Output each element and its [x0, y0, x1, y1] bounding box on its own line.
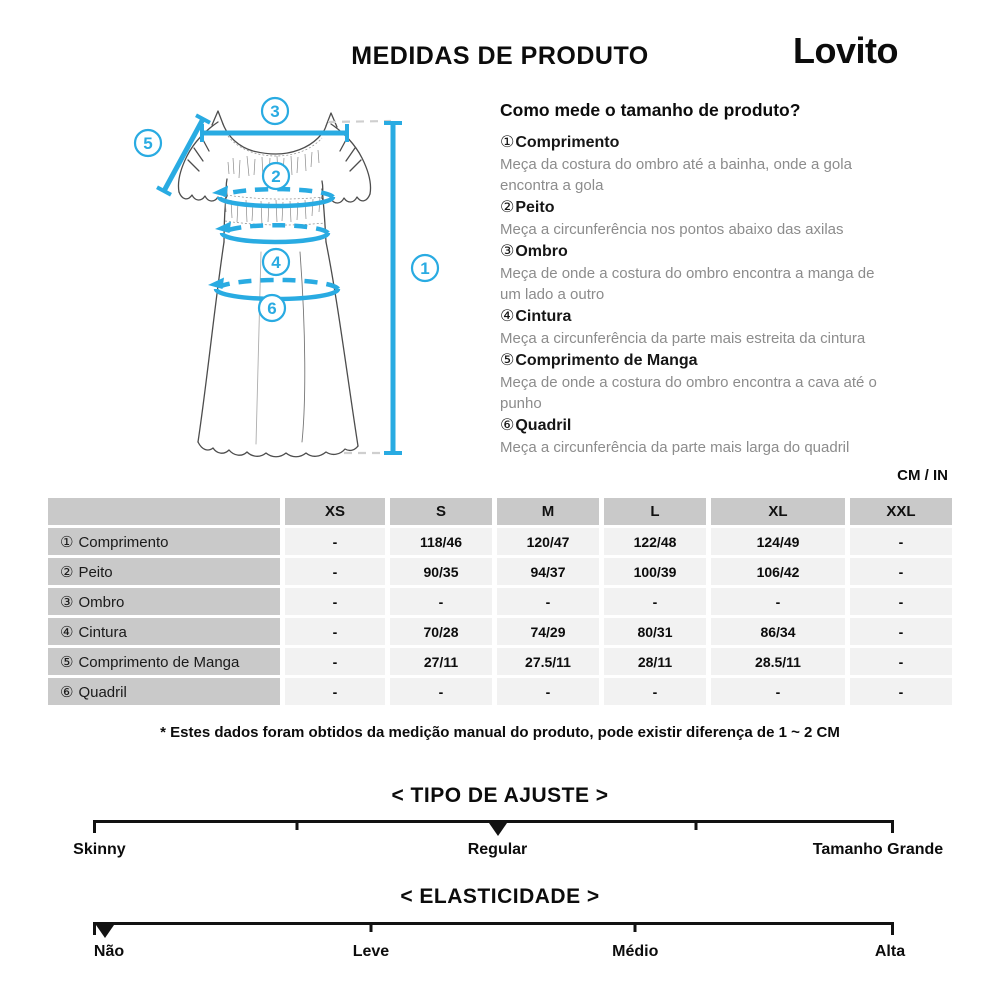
table-row: [48, 528, 952, 555]
guide-desc: Meça a circunferência da parte mais larga do quadril: [500, 439, 850, 456]
fit-scale-heading: < TIPO DE AJUSTE >: [391, 784, 609, 807]
row-label-text: Cintura: [78, 623, 127, 641]
size-table-header-row: [48, 498, 952, 525]
size-value-cell: -: [711, 588, 845, 615]
size-value-cell: -: [390, 588, 492, 615]
waist-measure-ellipse: [215, 222, 328, 243]
guide-term: [500, 306, 898, 328]
table-row: [48, 678, 952, 705]
scale-bar: [93, 922, 894, 925]
row-number: ②: [60, 563, 74, 581]
elasticity-scale-heading: < ELASTICIDADE >: [400, 885, 600, 908]
row-label-text: Quadril: [78, 683, 127, 701]
guide-term-number: ⑥: [500, 417, 515, 434]
size-col-header: XXL: [850, 498, 952, 525]
size-col-header: L: [604, 498, 706, 525]
size-value-cell: 94/37: [497, 558, 599, 585]
size-value-cell: -: [285, 618, 385, 645]
size-value-cell: -: [285, 558, 385, 585]
table-row: [48, 648, 952, 675]
row-number: ⑥: [60, 683, 74, 701]
size-table-corner-cell: [48, 498, 280, 525]
size-value-cell: 118/46: [390, 528, 492, 555]
callout-1: [412, 255, 438, 281]
size-value-cell: 80/31: [604, 618, 706, 645]
svg-text:3: 3: [270, 102, 280, 121]
row-number: ①: [60, 533, 74, 551]
elasticity-label-none: Não: [93, 943, 125, 960]
scale-end-cap-right: [891, 922, 894, 935]
size-value-cell: 106/42: [711, 558, 845, 585]
dress-measurement-diagram: [110, 92, 470, 477]
size-col-header: S: [390, 498, 492, 525]
row-label-text: Comprimento de Manga: [78, 653, 240, 671]
size-value-cell: -: [604, 678, 706, 705]
fit-label-plus-size: Tamanho Grande: [812, 841, 944, 858]
size-value-cell: 90/35: [390, 558, 492, 585]
elasticity-label-high: Alta: [874, 943, 906, 960]
elasticity-label-medium: Médio: [612, 943, 659, 960]
row-label: [48, 528, 280, 555]
svg-text:5: 5: [143, 134, 153, 153]
fit-scale: [73, 820, 944, 865]
size-value-cell: 122/48: [604, 528, 706, 555]
row-label: [48, 558, 280, 585]
table-row: [48, 588, 952, 615]
guide-term: [500, 415, 898, 437]
size-value-cell: 27/11: [390, 648, 492, 675]
fit-scale-marker: [489, 823, 507, 836]
table-row: [48, 618, 952, 645]
guide-heading: Como mede o tamanho de produto?: [500, 100, 801, 120]
size-col-header: XS: [285, 498, 385, 525]
length-measure-line: [384, 123, 402, 453]
guide-term: [500, 350, 898, 372]
elasticity-scale-marker: [96, 925, 114, 938]
size-value-cell: 74/29: [497, 618, 599, 645]
guide-desc: Meça da costura do ombro até a bainha, onde a gola encontra a gola: [500, 156, 852, 194]
callout-3: [262, 98, 288, 124]
row-label-text: Ombro: [78, 593, 125, 611]
row-label-text: Peito: [78, 563, 113, 581]
size-value-cell: -: [285, 528, 385, 555]
size-value-cell: -: [850, 588, 952, 615]
elasticity-label-light: Leve: [352, 943, 390, 960]
callout-6: [259, 295, 285, 321]
size-value-cell: -: [850, 648, 952, 675]
svg-text:1: 1: [420, 259, 430, 278]
fit-label-regular: Regular: [467, 841, 528, 858]
guide-desc: Meça a circunferência da parte mais estreita da cintura: [500, 330, 866, 347]
unit-label: CM / IN: [897, 467, 948, 484]
size-col-header: XL: [711, 498, 845, 525]
scale-tick: [296, 820, 299, 830]
measure-guide: [500, 100, 898, 459]
size-value-cell: -: [497, 588, 599, 615]
row-label: [48, 678, 280, 705]
guide-term-number: ②: [500, 199, 515, 216]
callout-5: [135, 130, 161, 156]
page-title: MEDIDAS DE PRODUTO: [351, 42, 649, 70]
svg-text:2: 2: [271, 167, 281, 186]
size-value-cell: 70/28: [390, 618, 492, 645]
size-value-cell: 100/39: [604, 558, 706, 585]
size-value-cell: -: [497, 678, 599, 705]
row-label: [48, 588, 280, 615]
guide-term-label: Ombro: [515, 243, 568, 260]
table-footnote: * Estes dados foram obtidos da medição manual do produto, pode existir diferença de 1 ~ 2 CM: [160, 724, 840, 741]
size-value-cell: 120/47: [497, 528, 599, 555]
guide-term: [500, 197, 898, 219]
fit-label-skinny: Skinny: [73, 841, 126, 858]
elasticity-scale: [93, 922, 906, 967]
row-number: ③: [60, 593, 74, 611]
row-label: [48, 648, 280, 675]
scale-tick: [695, 820, 698, 830]
row-number: ⑤: [60, 653, 74, 671]
size-value-cell: 86/34: [711, 618, 845, 645]
size-value-cell: 28.5/11: [711, 648, 845, 675]
size-value-cell: -: [604, 588, 706, 615]
guide-term-label: Quadril: [515, 417, 572, 434]
scale-tick: [634, 922, 637, 932]
guide-term-label: Cintura: [515, 308, 572, 325]
callout-2: [263, 163, 289, 189]
guide-term-label: Comprimento: [515, 134, 620, 151]
guide-term: [500, 132, 898, 154]
size-value-cell: -: [850, 528, 952, 555]
size-col-header: M: [497, 498, 599, 525]
size-value-cell: 124/49: [711, 528, 845, 555]
size-value-cell: -: [850, 558, 952, 585]
size-value-cell: 28/11: [604, 648, 706, 675]
scale-end-cap-left: [93, 820, 96, 833]
size-value-cell: -: [285, 678, 385, 705]
size-value-cell: -: [285, 588, 385, 615]
row-label-text: Comprimento: [78, 533, 169, 551]
guide-term-number: ①: [500, 134, 515, 151]
svg-text:6: 6: [267, 299, 277, 318]
scale-end-cap-right: [891, 820, 894, 833]
guide-desc: Meça de onde a costura do ombro encontra a manga de um lado a outro: [500, 265, 875, 303]
svg-text:4: 4: [271, 253, 281, 272]
size-value-cell: -: [285, 648, 385, 675]
size-value-cell: 27.5/11: [497, 648, 599, 675]
callout-4: [263, 249, 289, 275]
size-value-cell: -: [850, 678, 952, 705]
row-number: ④: [60, 623, 74, 641]
size-value-cell: -: [390, 678, 492, 705]
guide-term-number: ③: [500, 243, 515, 260]
brand-logo: Lovito: [793, 30, 898, 71]
guide-term: [500, 241, 898, 263]
row-label: [48, 618, 280, 645]
size-table: [43, 495, 957, 708]
guide-term-number: ⑤: [500, 352, 515, 369]
table-row: [48, 558, 952, 585]
guide-term-number: ④: [500, 308, 515, 325]
guide-desc: Meça a circunferência nos pontos abaixo das axilas: [500, 221, 844, 238]
guide-term-label: Peito: [515, 199, 555, 216]
scale-tick: [369, 922, 372, 932]
guide-desc: Meça de onde a costura do ombro encontra a cava até o punho: [500, 374, 877, 412]
guide-term-label: Comprimento de Manga: [515, 352, 698, 369]
size-value-cell: -: [711, 678, 845, 705]
size-value-cell: -: [850, 618, 952, 645]
